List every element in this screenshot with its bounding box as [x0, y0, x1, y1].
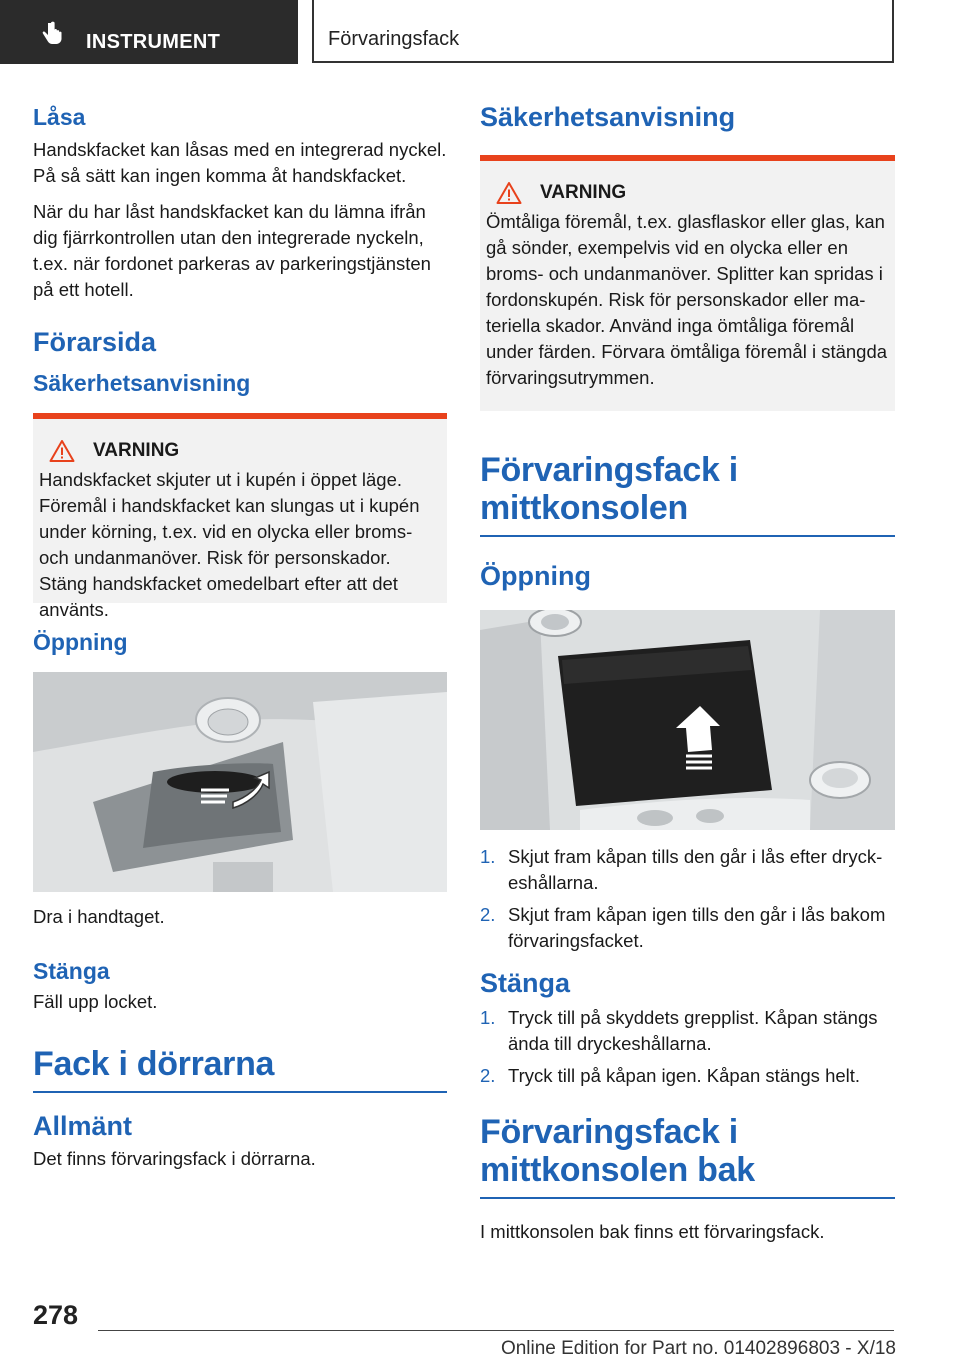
footer-edition — [501, 1338, 896, 1360]
footer-edition-text: Online Edition for Part no. 01402896803 - X/18 — [500, 1338, 896, 1359]
lasa-paragraph-2: När du har låst handskfacket kan du lämna ifrån dig fjärrkontrollen utan den integrerade nyckeln, t.ex. när fordonet parkeras av parkeringstjänsten på ett hotell. — [33, 201, 431, 300]
doors-heading: Fack i dörrarna — [33, 1045, 275, 1083]
doors-heading-rule — [33, 1091, 447, 1093]
safety-heading-right: Säkerhetsanvisning — [480, 102, 736, 132]
step-number: 1. — [480, 1007, 496, 1028]
warning-triangle-icon — [496, 181, 522, 205]
warning-text-right: Ömtåliga föremål, t.ex. glasflaskor eller glas, kan gå sönder, exempelvis vid en olycka eller en broms- och undanmanöver. Splitter kan spridas i fordonskupén. Risk för personskador eller materiella skador. Använd inga ömtåliga föremål under färden. Förvara ömtåliga föremål i stängda förvaringsutrymmen. — [486, 211, 888, 388]
step-text: Tryck till på kåpan igen. Kåpan stängs helt. — [508, 1065, 861, 1086]
list-item — [480, 1005, 895, 1057]
list-item — [480, 902, 895, 954]
lasa-paragraph-1: Handskfacket kan låsas med en integrerad nyckel. På så sätt kan ingen komma åt handskfacket. — [33, 139, 447, 186]
center-console-illustration — [480, 610, 895, 830]
rear-console-heading: Förvaringsfack i mittkonsolen bak — [480, 1113, 755, 1189]
step-text: Tryck till på skyddets grepplist. Kåpan stängs ända till dryckeshållarna. — [508, 1007, 878, 1054]
glovebox-illustration — [33, 672, 447, 892]
warning-label: VARNING — [93, 440, 180, 461]
general-text: Det finns förvaringsfack i dörrarna. — [33, 1148, 316, 1169]
closing-heading-left: Stänga — [33, 958, 110, 984]
step-number: 1. — [480, 846, 496, 867]
step-number: 2. — [480, 1065, 496, 1086]
header-section-label: INSTRUMENT — [86, 31, 221, 53]
step-text: Skjut fram kåpan igen tills den går i lås bakom förvaringsfacket. — [508, 904, 886, 951]
opening-heading-left: Öppning — [33, 629, 128, 655]
opening-steps-list — [480, 844, 895, 954]
closing-steps-list — [480, 1005, 895, 1089]
header-section-tab — [0, 0, 298, 64]
center-console-heading: Förvaringsfack i mittkonsolen — [480, 451, 738, 527]
safety-heading-left: Säkerhetsanvisning — [33, 370, 251, 396]
hand-pointer-icon — [38, 20, 66, 48]
general-heading: Allmänt — [33, 1111, 133, 1141]
left-column — [33, 100, 447, 1172]
rear-heading-rule — [480, 1197, 895, 1199]
list-item — [480, 1063, 895, 1089]
page-title: Förvaringsfack — [328, 28, 460, 50]
page-number: 278 — [33, 1300, 79, 1330]
opening-text-left: Dra i handtaget. — [33, 906, 165, 927]
opening-heading-right: Öppning — [480, 561, 591, 591]
warning-text-left: Handskfacket skjuter ut i kupén i öppet läge. Föremål i handskfacket kan slungas ut i kupén under körning, t.ex. vid en olycka eller broms- och undanmanöver. Risk för personskador. Stäng handskfacket omedelbart efter att det använts. — [39, 469, 420, 620]
lasa-heading: Låsa — [33, 104, 86, 130]
rear-console-text: I mittkonsolen bak finns ett förvaringsfack. — [480, 1221, 825, 1242]
closing-text-left: Fäll upp locket. — [33, 991, 158, 1012]
warning-triangle-icon — [49, 439, 75, 463]
warning-box-right — [480, 155, 895, 411]
step-number: 2. — [480, 904, 496, 925]
footer-rule — [98, 1330, 894, 1331]
step-text: Skjut fram kåpan tills den går i lås efter dryckeshållarna. — [508, 846, 883, 893]
warning-box-left — [33, 413, 447, 620]
center-heading-rule — [480, 535, 895, 537]
header-title-box — [312, 0, 894, 63]
warning-label: VARNING — [540, 182, 627, 203]
list-item — [480, 844, 895, 896]
forarsida-heading: Förarsida — [33, 327, 157, 357]
closing-heading-right: Stänga — [480, 968, 571, 998]
right-column — [480, 100, 895, 1245]
